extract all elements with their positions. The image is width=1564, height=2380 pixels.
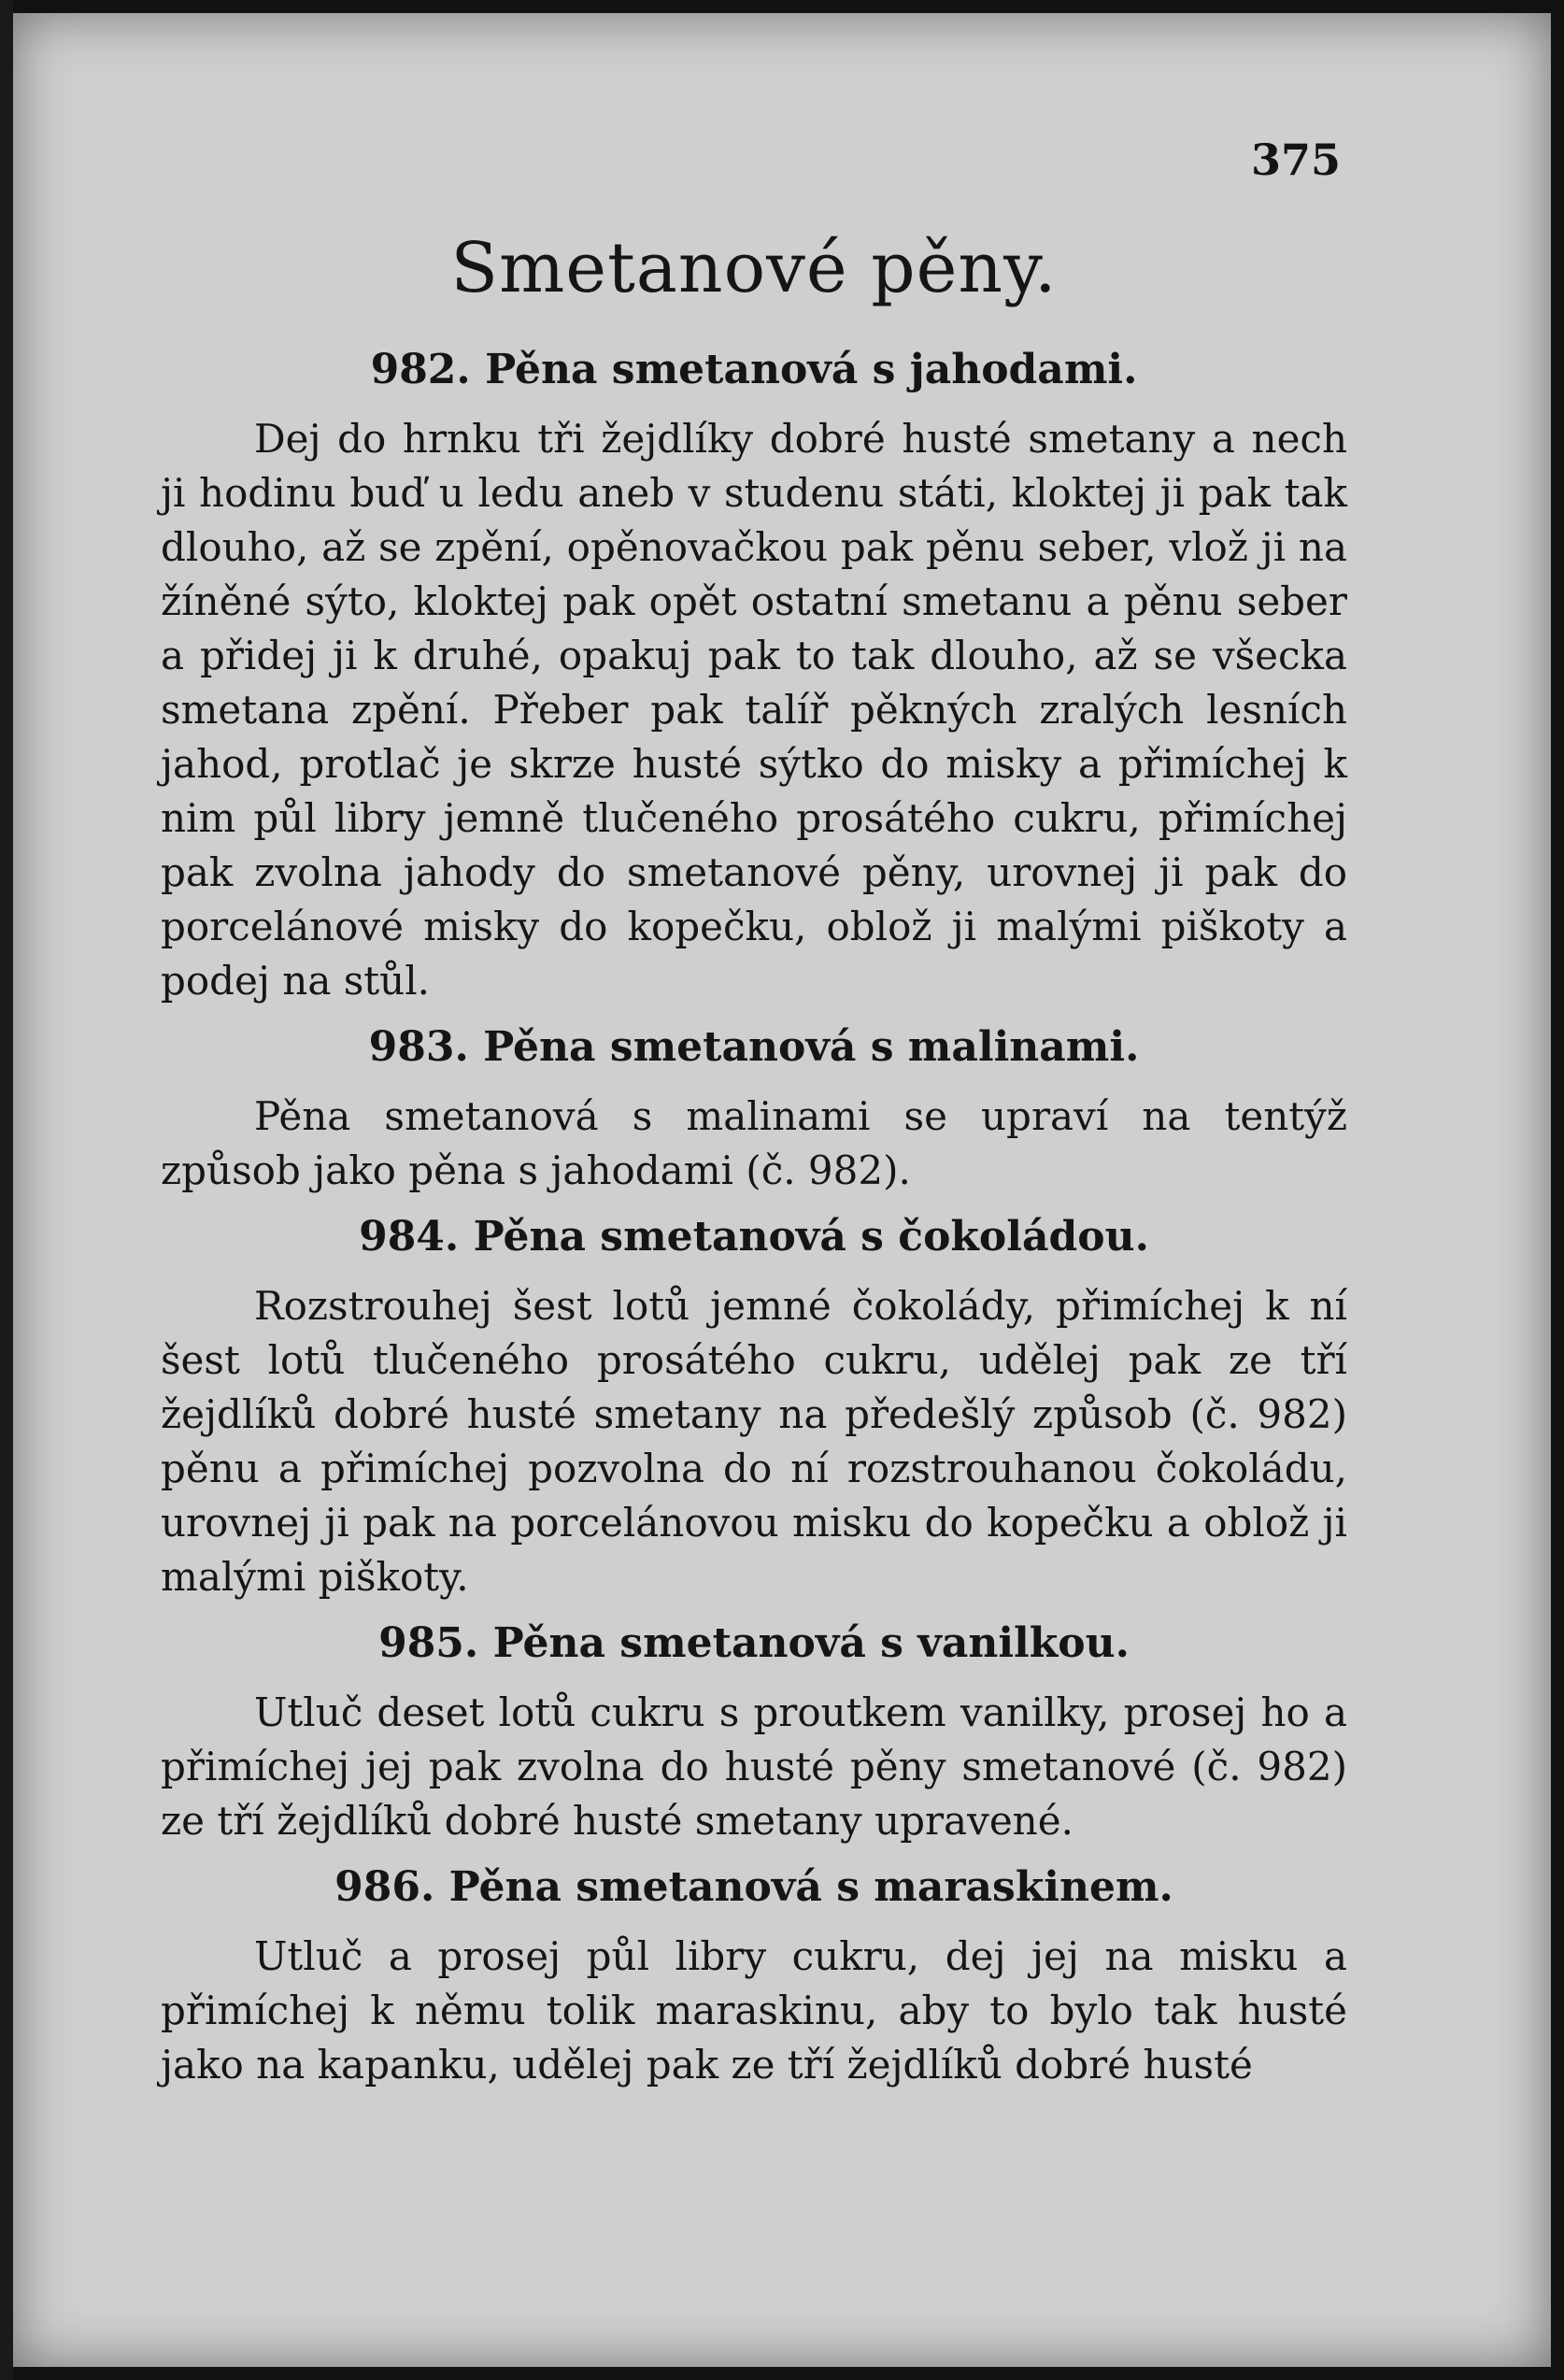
recipe-title <box>161 1213 1347 1261</box>
recipe-982 <box>161 346 1347 1008</box>
recipe-985 <box>161 1619 1347 1848</box>
page-content <box>161 228 1347 2107</box>
recipe-number: 983. <box>368 1023 469 1071</box>
recipe-body: Rozstrouhej šest lotů jemné čokolády, přimíchej k ní šest lotů tlučeného prosátého cukru, udělej pak ze tří žejdlíků dobré husté smetany na předešlý způsob (č. 982) pěnu a přimíchej pozvolna do ní rozstrouhanou čokoládu, urovnej ji pak na porcelánovou misku do kopečku a oblož ji malými piškoty. <box>161 1283 1347 1600</box>
recipe-body: Utluč a prosej půl libry cukru, dej jej na misku a přimíchej k němu tolik maraskinu, aby to bylo tak husté jako na kapanku, udělej pak ze tří žejdlíků dobré husté <box>161 1933 1347 2088</box>
recipe-name: Pěna smetanová s jahodami. <box>485 346 1138 393</box>
recipe-body: Pěna smetanová s malinami se upraví na tentýž způsob jako pěna s jahodami (č. 982). <box>161 1093 1347 1193</box>
recipe-name: Pěna smetanová s vanilkou. <box>492 1619 1130 1667</box>
recipe-983 <box>161 1023 1347 1198</box>
recipe-title <box>161 1863 1347 1911</box>
recipe-name: Pěna smetanová s čokoládou. <box>473 1213 1149 1261</box>
recipe-986 <box>161 1863 1347 2092</box>
recipe-title <box>161 1619 1347 1667</box>
book-spine-edge <box>0 0 13 2380</box>
page-number: 375 <box>1250 135 1341 185</box>
recipe-body: Dej do hrnku tři žejdlíky dobré husté smetany a nech ji hodinu buď u ledu aneb v studenu státi, kloktej ji pak tak dlouho, až se zpění, opěnovačkou pak pěnu seber, vlož ji na žíněné sýto, kloktej pak opět ostatní smetanu a pěnu seber a přidej ji k druhé, opakuj pak to tak dlouho, až se všecka smetana zpění. Přeber pak talíř pěkných zralých lesních jahod, protlač je skrze husté sýtko do misky a přimíchej k nim půl libry jemně tlučeného prosátého cukru, přimíchej pak zvolna jahody do smetanové pěny, urovnej ji pak do porcelánové misky do kopečku, oblož ji malými piškoty a podej na stůl. <box>161 416 1347 1004</box>
recipe-984 <box>161 1213 1347 1604</box>
chapter-title: Smetanové pěny. <box>450 228 1058 308</box>
recipe-number: 985. <box>378 1619 479 1667</box>
recipe-number: 982. <box>370 346 471 393</box>
recipe-name: Pěna smetanová s malinami. <box>483 1023 1140 1071</box>
recipe-number: 986. <box>334 1863 435 1911</box>
recipe-title <box>161 1023 1347 1071</box>
recipe-body: Utluč deset lotů cukru s proutkem vanilky, prosej ho a přimíchej jej pak zvolna do husté pěny smetanové (č. 982) ze tří žejdlíků dobré husté smetany upravené. <box>161 1689 1347 1844</box>
recipe-name: Pěna smetanová s maraskinem. <box>448 1863 1173 1911</box>
recipe-title <box>161 346 1347 393</box>
recipe-number: 984. <box>359 1213 460 1261</box>
book-page <box>13 13 1551 2367</box>
